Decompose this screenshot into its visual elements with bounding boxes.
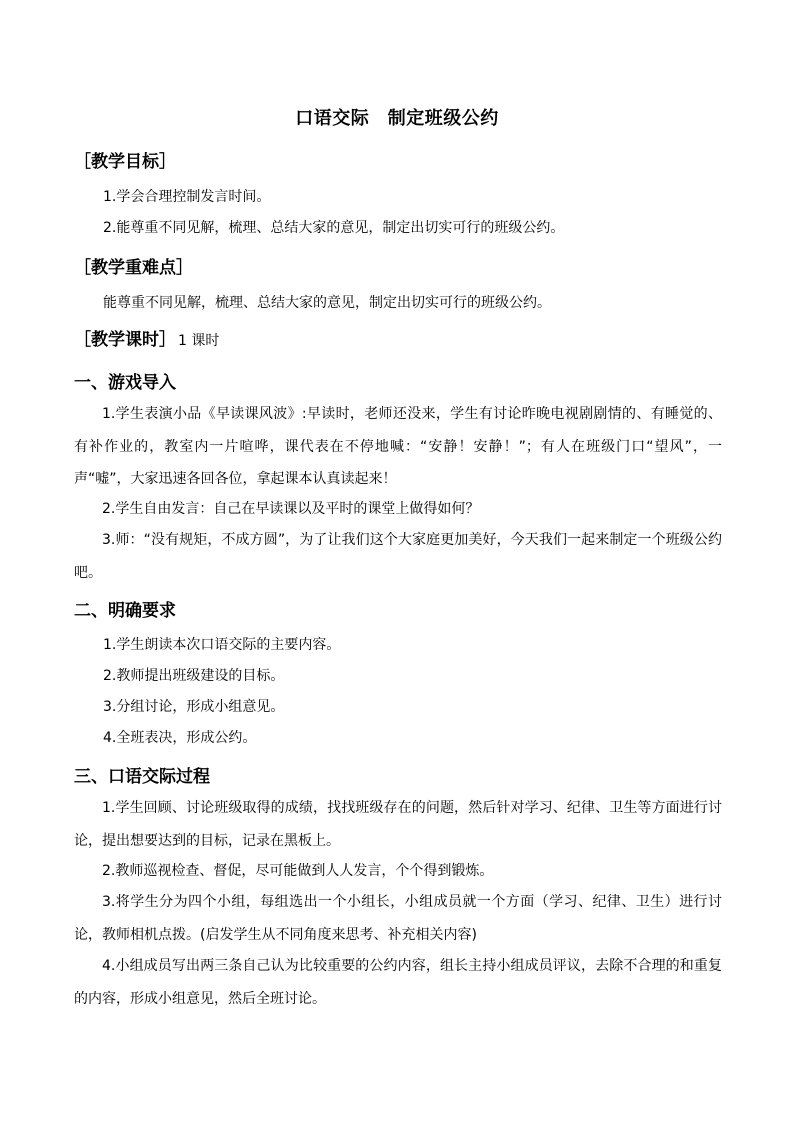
objective-item-1: 1.学会合理控制发言时间。: [103, 189, 271, 205]
part3-paragraph-1: 1.学生回顾、讨论班级取得的成绩，找找班级存在的问题，然后针对学习、纪律、卫生等方面进行讨论，提出想要达到的目标，记录在黑板上。: [74, 800, 722, 849]
part1-paragraph-3: 3.师：“没有规矩，不成方圆”，为了让我们这个大家庭更加美好，今天我们一起来制定一个班级公约吧。: [74, 532, 722, 581]
class-hours-heading: [74, 325, 219, 350]
objectives-heading: ［教学目标］: [74, 152, 176, 172]
part2-item-4: 4.全班表决，形成公约。: [103, 730, 257, 746]
part2-heading: 二、明确要求: [74, 601, 176, 621]
key-points-heading: ［教学重难点］: [74, 258, 193, 278]
page-title: 口语交际 制定班级公约: [295, 108, 499, 129]
key-points-text: 能尊重不同见解，梳理、总结大家的意见，制定出切实可行的班级公约。: [103, 295, 551, 311]
class-hours-label: ［教学课时］: [74, 330, 176, 350]
part3-paragraph-3: 3.将学生分为四个小组，每组选出一个小组长，小组成员就一个方面（学习、纪律、卫生）进行讨论，教师相机点拨。(启发学生从不同角度来思考、补充相关内容): [74, 894, 722, 943]
part1-heading: 一、游戏导入: [74, 373, 176, 393]
part1-paragraph-1: 1.学生表演小品《早读课风波》:早读时，老师还没来，学生有讨论昨晚电视剧剧情的、有睡觉的、有补作业的，教室内一片喧哗，课代表在不停地喊：“安静！安静！”；有人在班级门口“望风”，一声“嘘”，大家迅速各回各位，拿起课本认真读起来！: [74, 406, 722, 487]
part3-heading: 三、口语交际过程: [74, 767, 210, 787]
part3-paragraph-4: 4.小组成员写出两三条自己认为比较重要的公约内容，组长主持小组成员评议，去除不合理的和重复的内容，形成小组意见，然后全班讨论。: [74, 958, 722, 1007]
class-hours-value: 1 课时: [178, 333, 220, 349]
part2-item-2: 2.教师提出班级建设的目标。: [103, 668, 285, 684]
part2-item-3: 3.分组讨论，形成小组意见。: [103, 699, 285, 715]
objective-item-2: 2.能尊重不同见解，梳理、总结大家的意见，制定出切实可行的班级公约。: [103, 220, 565, 236]
part1-paragraph-2: 2.学生自由发言：自己在早读课以及平时的课堂上做得如何？: [102, 501, 480, 517]
part3-paragraph-2: 2.教师巡视检查、督促，尽可能做到人人发言，个个得到锻炼。: [102, 863, 494, 879]
part2-item-1: 1.学生朗读本次口语交际的主要内容。: [103, 637, 341, 653]
